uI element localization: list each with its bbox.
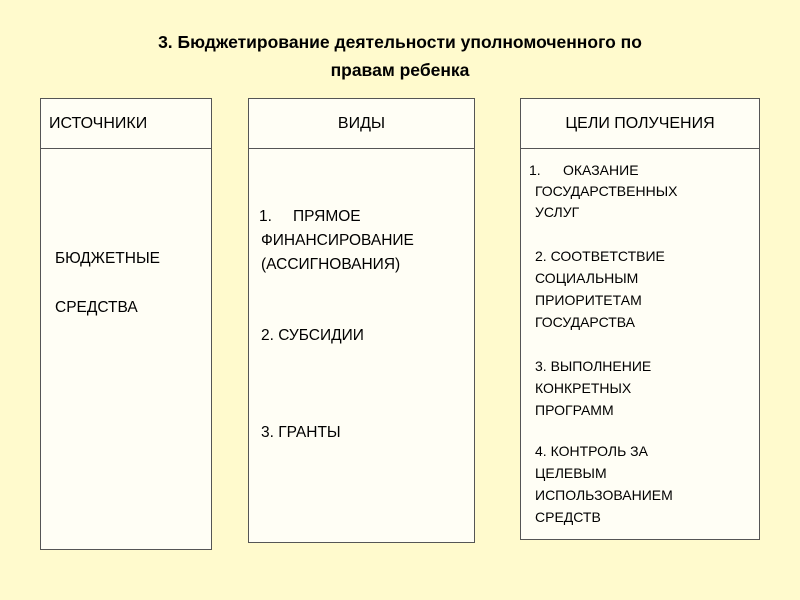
goals-line: ПРИОРИТЕТАМ — [535, 292, 642, 308]
types-line: ПРЯМОЕ — [293, 208, 361, 225]
goals-box — [520, 98, 760, 540]
sources-line: СРЕДСТВА — [55, 299, 138, 316]
goals-line: ГОСУДАРСТВЕННЫХ — [535, 183, 678, 199]
goals-line: 4. КОНТРОЛЬ ЗА — [535, 443, 648, 459]
types-line: ФИНАНСИРОВАНИЕ — [261, 232, 414, 249]
types-line: 2. СУБСИДИИ — [261, 327, 364, 344]
sources-header-label: ИСТОЧНИКИ — [49, 115, 148, 132]
types-item-marker: 1. — [259, 208, 272, 225]
goals-line: ПРОГРАММ — [535, 402, 614, 418]
sources-box — [40, 98, 212, 550]
goals-line: ГОСУДАРСТВА — [535, 314, 636, 330]
sources-header — [41, 99, 211, 149]
types-body — [249, 149, 474, 542]
goals-item-marker: 1. — [529, 162, 541, 178]
title-line-2: правам ребенка — [330, 60, 470, 80]
types-line: (АССИГНОВАНИЯ) — [261, 256, 401, 273]
goals-line: 2. СООТВЕТСТВИЕ — [535, 248, 665, 264]
goals-line: СРЕДСТВ — [535, 509, 601, 525]
page-title — [60, 28, 740, 84]
goals-header — [521, 99, 759, 149]
types-box — [248, 98, 475, 543]
types-header-label: ВИДЫ — [337, 115, 386, 132]
types-line: 3. ГРАНТЫ — [261, 424, 341, 441]
types-header — [249, 99, 474, 149]
goals-line: ЦЕЛЕВЫМ — [535, 465, 607, 481]
goals-line: КОНКРЕТНЫХ — [535, 380, 632, 396]
goals-line: ИСПОЛЬЗОВАНИЕМ — [535, 487, 673, 503]
sources-line: БЮДЖЕТНЫЕ — [55, 250, 161, 267]
goals-line: СОЦИАЛЬНЫМ — [535, 270, 639, 286]
goals-line: ОКАЗАНИЕ — [563, 162, 639, 178]
goals-line: УСЛУГ — [535, 204, 580, 220]
goals-header-label: ЦЕЛИ ПОЛУЧЕНИЯ — [565, 115, 715, 132]
goals-body — [521, 149, 759, 539]
goals-line: 3. ВЫПОЛНЕНИЕ — [535, 358, 652, 374]
sources-body — [41, 149, 211, 549]
title-line-1: 3. Бюджетирование деятельности уполномоченного по — [158, 32, 642, 52]
